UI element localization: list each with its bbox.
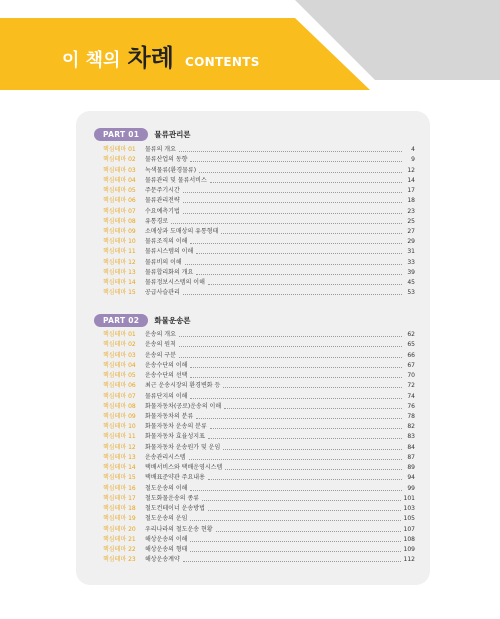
toc-entry-title: 물류비의 이해 xyxy=(145,258,182,266)
toc-entry-code: 핵심테마 12 xyxy=(103,258,136,266)
toc-leader-dots xyxy=(196,273,402,275)
toc-entry-title: 최근 운송시장의 환경변화 등 xyxy=(145,382,221,390)
toc-entry-title: 물류산업의 동향 xyxy=(145,156,188,164)
toc-entry-title: 운송의 구분 xyxy=(145,351,176,359)
toc-leader-dots xyxy=(183,560,401,562)
toc-entry[interactable] xyxy=(103,186,415,196)
toc-leader-dots xyxy=(179,150,402,152)
toc-entry-page: 12 xyxy=(407,166,415,174)
toc-entry-page: 29 xyxy=(407,238,415,246)
toc-entry[interactable] xyxy=(103,463,415,473)
toc-entry-title: 택배표준약관 주요내용 xyxy=(145,474,205,482)
toc-leader-dots xyxy=(190,366,402,368)
toc-entry-title: 화물자동차(공로)운송의 이해 xyxy=(145,402,222,410)
toc-leader-dots xyxy=(210,181,402,183)
toc-entry[interactable] xyxy=(103,381,415,391)
toc-entry-code: 핵심테마 16 xyxy=(103,484,136,492)
toc-entry[interactable] xyxy=(103,145,415,155)
toc-entry-page: 74 xyxy=(407,392,415,400)
toc-entry-code: 핵심테마 09 xyxy=(103,227,136,235)
toc-leader-dots xyxy=(179,345,402,347)
toc-leader-dots xyxy=(199,171,402,173)
toc-entry-page: 70 xyxy=(407,372,415,380)
toc-entry-code: 핵심테마 11 xyxy=(103,248,136,256)
toc-entry[interactable] xyxy=(103,504,415,514)
toc-entry-title: 화물자동차의 분류 xyxy=(145,412,194,420)
toc-entry-page: 4 xyxy=(411,146,415,154)
toc-entry-title: 공급사슬관리 xyxy=(145,289,180,297)
toc-leader-dots xyxy=(189,458,402,460)
toc-leader-dots xyxy=(216,530,401,532)
toc-leader-dots xyxy=(179,356,402,358)
toc-entry-title: 철도컨테이너 운송방법 xyxy=(145,505,205,513)
toc-entry-code: 핵심테마 19 xyxy=(103,515,136,523)
toc-entry-code: 핵심테마 07 xyxy=(103,392,136,400)
toc-entry[interactable] xyxy=(103,330,415,340)
toc-entry-page: 103 xyxy=(403,505,415,513)
toc-entry-title: 유통경로 xyxy=(145,217,169,225)
toc-entry-page: 84 xyxy=(407,443,415,451)
toc-entry-code: 핵심테마 22 xyxy=(103,546,136,554)
toc-leader-dots xyxy=(190,550,400,552)
toc-entry[interactable] xyxy=(103,217,415,227)
toc-entry-code: 핵심테마 15 xyxy=(103,289,136,297)
toc-leader-dots xyxy=(190,242,402,244)
toc-leader-dots xyxy=(190,540,400,542)
toc-entry-code: 핵심테마 03 xyxy=(103,166,136,174)
toc-entry-page: 112 xyxy=(403,556,415,564)
toc-entry-page: 65 xyxy=(407,341,415,349)
toc-entry-title: 물류관리전략 xyxy=(145,197,180,205)
toc-entry-page: 72 xyxy=(407,382,415,390)
toc-leader-dots xyxy=(196,417,402,419)
toc-entry[interactable] xyxy=(103,402,415,412)
toc-entry-title: 녹색물류(환경물류) xyxy=(145,166,197,174)
toc-entry-page: 94 xyxy=(407,474,415,482)
toc-entry[interactable] xyxy=(103,545,415,555)
toc-entry[interactable] xyxy=(103,555,415,565)
toc-entry-page: 67 xyxy=(407,361,415,369)
toc-entry-page: 82 xyxy=(407,423,415,431)
toc-entry-title: 운송의 개요 xyxy=(145,331,176,339)
toc-leader-dots xyxy=(183,293,402,295)
toc-leader-dots xyxy=(183,191,402,193)
toc-entry-title: 운송수단의 이해 xyxy=(145,361,188,369)
toc-entry[interactable] xyxy=(103,391,415,401)
part-label: PART 01 xyxy=(94,128,148,141)
toc-entry[interactable] xyxy=(103,453,415,463)
toc-entry-title: 화물자동차 효율성지표 xyxy=(145,433,205,441)
toc-entry-title: 물류합리화의 개요 xyxy=(145,268,194,276)
part-title: 화물운송론 xyxy=(154,316,191,325)
toc-entry-page: 33 xyxy=(407,258,415,266)
toc-entry[interactable] xyxy=(103,247,415,257)
toc-entry-code: 핵심테마 17 xyxy=(103,494,136,502)
toc-entry-title: 물류관리 및 물류서비스 xyxy=(145,176,207,184)
toc-leader-dots xyxy=(171,222,402,224)
toc-leader-dots xyxy=(190,160,402,162)
toc-entry-code: 핵심테마 18 xyxy=(103,505,136,513)
part-title: 물류관리론 xyxy=(154,130,191,139)
toc-entry-title: 소매상과 도매상의 유통형태 xyxy=(145,227,219,235)
toc-entry[interactable] xyxy=(103,350,415,360)
toc-entry-page: 108 xyxy=(403,535,415,543)
toc-leader-dots xyxy=(185,263,402,265)
toc-entry-code: 핵심테마 04 xyxy=(103,361,136,369)
toc-entry-code: 핵심테마 09 xyxy=(103,412,136,420)
toc-entry-code: 핵심테마 01 xyxy=(103,331,136,339)
toc-entry-page: 105 xyxy=(403,515,415,523)
toc-entry-page: 14 xyxy=(407,176,415,184)
toc-entry-code: 핵심테마 11 xyxy=(103,433,136,441)
page-title xyxy=(62,38,260,73)
toc-entry[interactable] xyxy=(103,206,415,216)
toc-leader-dots xyxy=(208,509,401,511)
toc-leader-dots xyxy=(223,448,402,450)
toc-leader-dots xyxy=(225,468,402,470)
toc-entry-code: 핵심테마 05 xyxy=(103,372,136,380)
toc-entry-title: 물류단지의 이해 xyxy=(145,392,188,400)
toc-entry-page: 62 xyxy=(407,331,415,339)
toc-leader-dots xyxy=(183,212,402,214)
toc-entry-title: 철도운송의 이해 xyxy=(145,484,188,492)
toc-entry-title: 화물자동차 운송의 분류 xyxy=(145,423,207,431)
toc-entry-page: 78 xyxy=(407,412,415,420)
toc-entry[interactable] xyxy=(103,258,415,268)
toc-entry-title: 택배서비스와 택배운영시스템 xyxy=(145,464,223,472)
toc-leader-dots xyxy=(208,283,402,285)
toc-entry-code: 핵심테마 02 xyxy=(103,341,136,349)
toc-entry[interactable] xyxy=(103,155,415,165)
toc-entry-page: 27 xyxy=(407,227,415,235)
toc-entry-title: 물류조직의 이해 xyxy=(145,238,188,246)
toc-entry-code: 핵심테마 03 xyxy=(103,351,136,359)
toc-entry-code: 핵심테마 05 xyxy=(103,187,136,195)
toc-entry-code: 핵심테마 10 xyxy=(103,423,136,431)
part-header-2 xyxy=(94,314,191,327)
toc-entry-page: 23 xyxy=(407,207,415,215)
toc-entry-code: 핵심테마 02 xyxy=(103,156,136,164)
toc-leader-dots xyxy=(223,386,402,388)
toc-entry-code: 핵심테마 01 xyxy=(103,146,136,154)
toc-leader-dots xyxy=(190,489,402,491)
toc-entry[interactable] xyxy=(103,484,415,494)
toc-entry-page: 18 xyxy=(407,197,415,205)
toc-leader-dots xyxy=(224,407,402,409)
toc-entry[interactable] xyxy=(103,514,415,524)
toc-leader-dots xyxy=(208,437,402,439)
part-label: PART 02 xyxy=(94,314,148,327)
toc-entry-page: 101 xyxy=(403,494,415,502)
toc-leader-dots xyxy=(202,499,400,501)
toc-entry-title: 우리나라의 철도운송 현황 xyxy=(145,525,213,533)
toc-entry-title: 운송수단의 선택 xyxy=(145,372,188,380)
toc-entry[interactable] xyxy=(103,288,415,298)
toc-entry-page: 39 xyxy=(407,268,415,276)
toc-entry[interactable] xyxy=(103,196,415,206)
toc-leader-dots xyxy=(221,232,402,234)
toc-entry-page: 25 xyxy=(407,217,415,225)
toc-entry-title: 주문주기시간 xyxy=(145,187,180,195)
toc-entry-page: 66 xyxy=(407,351,415,359)
toc-leader-dots xyxy=(183,201,402,203)
toc-entry-title: 물류시스템의 이해 xyxy=(145,248,194,256)
toc-entry-code: 핵심테마 06 xyxy=(103,197,136,205)
toc-entry[interactable] xyxy=(103,268,415,278)
toc-entry-code: 핵심테마 21 xyxy=(103,535,136,543)
toc-leader-dots xyxy=(190,519,400,521)
toc-entry[interactable] xyxy=(103,278,415,288)
toc-leader-dots xyxy=(208,478,402,480)
toc-entry[interactable] xyxy=(103,494,415,504)
toc-entry-code: 핵심테마 14 xyxy=(103,279,136,287)
toc-entry-code: 핵심테마 08 xyxy=(103,217,136,225)
toc-entry-code: 핵심테마 06 xyxy=(103,382,136,390)
toc-entry-code: 핵심테마 23 xyxy=(103,556,136,564)
toc-entry-title: 운송의 원칙 xyxy=(145,341,176,349)
toc-entry[interactable] xyxy=(103,371,415,381)
toc-entry-code: 핵심테마 13 xyxy=(103,453,136,461)
toc-entry[interactable] xyxy=(103,524,415,534)
toc-entry-code: 핵심테마 07 xyxy=(103,207,136,215)
title-prefix: 이 책의 xyxy=(62,50,121,71)
toc-leader-dots xyxy=(190,376,402,378)
title-english: CONTENTS xyxy=(185,55,260,69)
toc-entry-page: 99 xyxy=(407,484,415,492)
toc-entry-title: 해상운송의 이해 xyxy=(145,535,188,543)
title-main: 차례 xyxy=(127,44,174,72)
toc-entry-page: 45 xyxy=(407,279,415,287)
toc-entry-title: 철도화물운송의 종류 xyxy=(145,494,200,502)
toc-entry-code: 핵심테마 14 xyxy=(103,464,136,472)
toc-entry[interactable] xyxy=(103,432,415,442)
toc-entry-title: 운송관리시스템 xyxy=(145,453,186,461)
toc-entry[interactable] xyxy=(103,361,415,371)
toc-entry-page: 53 xyxy=(407,289,415,297)
toc-entry-page: 9 xyxy=(411,156,415,164)
toc-entry[interactable] xyxy=(103,176,415,186)
toc-entry-page: 89 xyxy=(407,464,415,472)
toc-entry-title: 물류정보시스템의 이해 xyxy=(145,279,205,287)
toc-entry[interactable] xyxy=(103,165,415,175)
toc-entry[interactable] xyxy=(103,227,415,237)
toc-entry-page: 109 xyxy=(403,546,415,554)
toc-entry-title: 해상운송의 형태 xyxy=(145,546,188,554)
toc-entry-code: 핵심테마 13 xyxy=(103,268,136,276)
toc-entry-title: 철도운송의 운임 xyxy=(145,515,188,523)
toc-leader-dots xyxy=(196,252,402,254)
toc-entry-page: 76 xyxy=(407,402,415,410)
toc-entry-title: 화물자동차 운송원가 및 운임 xyxy=(145,443,221,451)
toc-leader-dots xyxy=(190,397,402,399)
toc-entry-code: 핵심테마 12 xyxy=(103,443,136,451)
toc-entry-page: 83 xyxy=(407,433,415,441)
toc-entry-page: 31 xyxy=(407,248,415,256)
toc-entry-code: 핵심테마 10 xyxy=(103,238,136,246)
part-header-1 xyxy=(94,128,191,141)
toc-list-part-2 xyxy=(103,330,415,565)
toc-entry-page: 17 xyxy=(407,187,415,195)
toc-entry-code: 핵심테마 08 xyxy=(103,402,136,410)
toc-entry-title: 물류의 개요 xyxy=(145,146,176,154)
toc-entry[interactable] xyxy=(103,340,415,350)
toc-entry-page: 87 xyxy=(407,453,415,461)
toc-entry[interactable] xyxy=(103,443,415,453)
toc-entry-code: 핵심테마 15 xyxy=(103,474,136,482)
toc-entry-page: 107 xyxy=(403,525,415,533)
toc-leader-dots xyxy=(179,335,402,337)
toc-entry[interactable] xyxy=(103,412,415,422)
toc-leader-dots xyxy=(210,427,402,429)
toc-entry[interactable] xyxy=(103,237,415,247)
toc-entry[interactable] xyxy=(103,422,415,432)
toc-list-part-1 xyxy=(103,145,415,299)
toc-entry-title: 해상운송계약 xyxy=(145,556,180,564)
toc-entry[interactable] xyxy=(103,473,415,483)
toc-entry-title: 수요예측기법 xyxy=(145,207,180,215)
toc-entry-code: 핵심테마 20 xyxy=(103,525,136,533)
toc-entry[interactable] xyxy=(103,535,415,545)
toc-entry-code: 핵심테마 04 xyxy=(103,176,136,184)
